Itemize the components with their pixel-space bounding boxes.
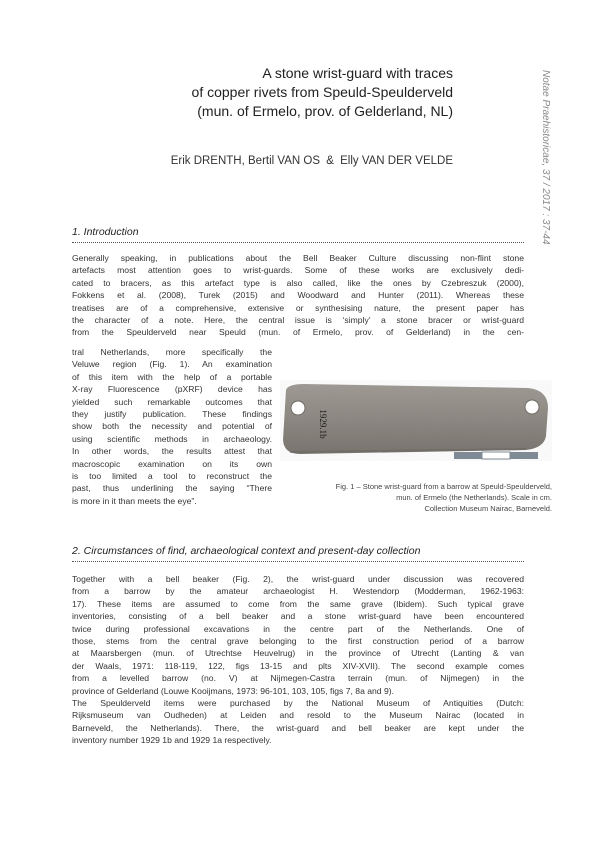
text-line: province of Gelderland (Louwe Kooijmans, 1973: 96-101, 103, 105, figs 7, 8a and 9). bbox=[72, 685, 394, 696]
perforation-right bbox=[525, 400, 539, 414]
section-divider bbox=[72, 561, 524, 562]
text-line: Veluwe region (Fig. 1). An examination bbox=[72, 359, 272, 370]
text-line: show both the necessity and potential of bbox=[72, 421, 272, 432]
text-line: Barneveld, the Netherlands). There, the wrist-guard and bell beaker are kept under the bbox=[72, 722, 524, 733]
text-line: is too limited a tool to reconstruct the bbox=[72, 471, 272, 482]
text-line: macroscopic examination on its own bbox=[72, 458, 272, 469]
section2-paragraph bbox=[72, 697, 524, 747]
text-line: yielded such remarkable outcomes that bbox=[72, 396, 272, 407]
author-name: Bertil VAN OS bbox=[248, 155, 321, 167]
text-line: they justify publication. These findings bbox=[72, 409, 272, 420]
text-line: Together with a bell beaker (Fig. 2), the wrist-guard under discussion was recovered bbox=[72, 574, 524, 584]
text-line: treatises are of a comprehensive, extensive or synthesising nature, the present paper has bbox=[72, 302, 524, 313]
section-heading: 1. Introduction bbox=[72, 226, 139, 238]
inventory-label: 1929.1b bbox=[318, 409, 328, 439]
text-line: Rijksmuseum van Oudheden) at Leiden and resold to the Museum Nairac (located in bbox=[72, 710, 524, 721]
text-line: the character of a note. Here, the central issue is ‘simply’ a stone bracer or wrist-guard bbox=[72, 315, 524, 326]
text-line: is more in it than meets the eye”. bbox=[72, 495, 197, 506]
text-line: inventories, consisting of a bell beaker and a stone wrist-guard have been encountered bbox=[72, 611, 524, 622]
text-line: 17). These items are assumed to come from the same grave (Ibidem). Such typical grave bbox=[72, 598, 524, 609]
title-line: (mun. of Ermelo, prov. of Gelderland, NL) bbox=[197, 103, 453, 119]
section-divider bbox=[72, 242, 524, 243]
text-line: der Waals, 1971: 118-119, 122, figs 13-15 and plts XIV-XVII). The second example comes bbox=[72, 660, 524, 671]
wrist-guard-photo bbox=[280, 380, 552, 468]
caption-line: Collection Museum Nairac, Barneveld. bbox=[424, 504, 552, 513]
author-line bbox=[171, 155, 453, 167]
journal-running-head: Notae Praehistoricae, 37 / 2017 : 37-44 bbox=[540, 70, 551, 245]
scale-bar bbox=[454, 452, 538, 459]
caption-line: mun. of Ermelo (the Netherlands). Scale in cm. bbox=[396, 493, 552, 502]
title-line: A stone wrist-guard with traces bbox=[262, 65, 453, 81]
text-line: X-ray Fluorescence (pXRF) device has bbox=[72, 384, 272, 395]
title-line: of copper rivets from Speuld-Speulderveld bbox=[191, 84, 453, 100]
figure-wrist-guard bbox=[280, 380, 552, 468]
intro-paragraph-narrow bbox=[72, 346, 272, 507]
text-line: those, stems from the central grave belonging to the first construction period of a barrow bbox=[72, 636, 524, 647]
text-line: Fokkens et al. (2008), Turek (2015) and Woodward and Hunter (2011). Whereas these bbox=[72, 290, 524, 301]
author-name: Elly VAN DER VELDE bbox=[340, 155, 453, 167]
text-line: from a levelled barrow (no. V) at Nijmegen-Castra terrain (mun. of Nijmegen) in the bbox=[72, 673, 524, 684]
section-heading: 2. Circumstances of find, archaeological context and present-day collection bbox=[72, 545, 421, 557]
figure-caption bbox=[282, 481, 552, 514]
text-line: Generally speaking, in publications about the Bell Beaker Culture discussing non-flint stone bbox=[72, 253, 524, 263]
text-line: using scientific methods in archaeology. bbox=[72, 433, 272, 444]
text-line: artefacts most attention goes to wrist-guards. Some of these works are exclusively dedi- bbox=[72, 265, 524, 276]
text-line: of this item with the help of a portable bbox=[72, 371, 272, 382]
text-line: twice during professional excavations in the centre part of the Netherlands. One of bbox=[72, 623, 524, 634]
text-line: from the Speulderveld near Speuld (mun. of Ermelo, prov. of Gelderland) in the cen- bbox=[72, 327, 524, 338]
article-title bbox=[93, 64, 453, 121]
caption-line: Fig. 1 – Stone wrist-guard from a barrow at Speuld-Speulderveld, bbox=[335, 482, 552, 491]
text-line: past, thus underlining the saying “There bbox=[72, 483, 272, 494]
text-line: tral Netherlands, more specifically the bbox=[72, 347, 272, 357]
text-line: In other words, the results attest that bbox=[72, 446, 272, 457]
text-line: inventory number 1929 1b and 1929 1a respectively. bbox=[72, 735, 272, 746]
intro-paragraph bbox=[72, 252, 524, 339]
text-line: at Maarsbergen (mun. of Utrechtse Heuvelrug) in the province of Utrecht (Lanting & van bbox=[72, 648, 524, 659]
text-line: cated to bracers, as this artefact type is also called, like the ones by Czebreszuk (2000), bbox=[72, 277, 524, 288]
author-name: Erik DRENTH, bbox=[170, 155, 245, 167]
section2-paragraph bbox=[72, 573, 524, 697]
text-line: The Speulderveld items were purchased by the National Museum of Antiquities (Dutch: bbox=[72, 698, 524, 708]
author-separator: & bbox=[326, 155, 334, 167]
perforation-left bbox=[291, 401, 305, 415]
text-line: from a barrow by the amateur archaeologist H. Westendorp (Modderman, 1962-1963: bbox=[72, 586, 524, 597]
